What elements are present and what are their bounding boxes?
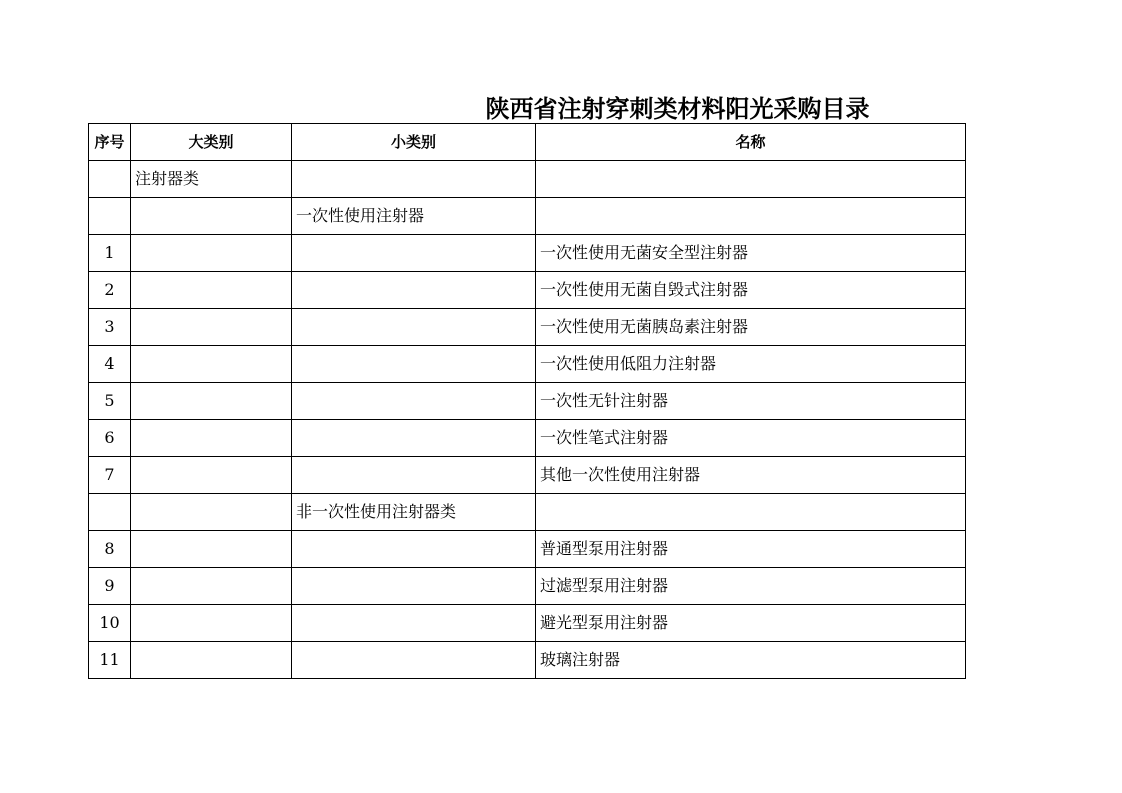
table-row [89, 642, 966, 679]
header-major-category: 大类别 [131, 124, 292, 161]
cell-major-category [131, 420, 292, 457]
cell-minor-category [292, 642, 536, 679]
cell-minor-category [292, 235, 536, 272]
cell-name: 一次性使用无菌自毁式注射器 [536, 272, 966, 309]
cell-major-category [131, 494, 292, 531]
cell-no [89, 494, 131, 531]
header-minor-category: 小类别 [292, 124, 536, 161]
table-row [89, 235, 966, 272]
cell-name: 一次性笔式注射器 [536, 420, 966, 457]
cell-no: 8 [89, 531, 131, 568]
cell-major-category [131, 198, 292, 235]
cell-name: 普通型泵用注射器 [536, 531, 966, 568]
cell-name: 玻璃注射器 [536, 642, 966, 679]
table-row [89, 198, 966, 235]
table-row [89, 383, 966, 420]
cell-minor-category [292, 568, 536, 605]
cell-name: 一次性使用无菌安全型注射器 [536, 235, 966, 272]
cell-major-category [131, 309, 292, 346]
cell-minor-category [292, 420, 536, 457]
cell-name: 过滤型泵用注射器 [536, 568, 966, 605]
header-name: 名称 [536, 124, 966, 161]
cell-no: 3 [89, 309, 131, 346]
table-row [89, 346, 966, 383]
cell-name: 避光型泵用注射器 [536, 605, 966, 642]
cell-minor-category [292, 161, 536, 198]
cell-no [89, 161, 131, 198]
cell-minor-category: 一次性使用注射器 [292, 198, 536, 235]
cell-no [89, 198, 131, 235]
cell-name: 一次性使用无菌胰岛素注射器 [536, 309, 966, 346]
cell-minor-category [292, 531, 536, 568]
cell-name [536, 494, 966, 531]
table-row [89, 457, 966, 494]
table-row [89, 272, 966, 309]
cell-name: 一次性使用低阻力注射器 [536, 346, 966, 383]
header-no: 序号 [89, 124, 131, 161]
table-row [89, 568, 966, 605]
cell-no: 5 [89, 383, 131, 420]
cell-name [536, 161, 966, 198]
cell-no: 11 [89, 642, 131, 679]
cell-major-category [131, 457, 292, 494]
cell-major-category [131, 605, 292, 642]
cell-minor-category [292, 272, 536, 309]
cell-major-category [131, 568, 292, 605]
cell-minor-category: 非一次性使用注射器类 [292, 494, 536, 531]
table-row [89, 531, 966, 568]
cell-minor-category [292, 309, 536, 346]
cell-no: 2 [89, 272, 131, 309]
cell-no: 1 [89, 235, 131, 272]
table-row [89, 161, 966, 198]
cell-name: 一次性无针注射器 [536, 383, 966, 420]
cell-name [536, 198, 966, 235]
table-row [89, 494, 966, 531]
cell-minor-category [292, 346, 536, 383]
cell-major-category [131, 531, 292, 568]
cell-no: 9 [89, 568, 131, 605]
cell-major-category [131, 642, 292, 679]
document-title: 陕西省注射穿刺类材料阳光采购目录 [485, 95, 870, 123]
cell-major-category [131, 235, 292, 272]
cell-no: 10 [89, 605, 131, 642]
cell-no: 6 [89, 420, 131, 457]
cell-no: 4 [89, 346, 131, 383]
catalog-table [88, 123, 966, 679]
cell-major-category [131, 346, 292, 383]
cell-no: 7 [89, 457, 131, 494]
cell-name: 其他一次性使用注射器 [536, 457, 966, 494]
cell-major-category [131, 272, 292, 309]
cell-major-category: 注射器类 [131, 161, 292, 198]
table-row [89, 605, 966, 642]
cell-minor-category [292, 383, 536, 420]
header-row [89, 124, 966, 161]
table-row [89, 309, 966, 346]
table-row [89, 420, 966, 457]
cell-major-category [131, 383, 292, 420]
cell-minor-category [292, 605, 536, 642]
cell-minor-category [292, 457, 536, 494]
